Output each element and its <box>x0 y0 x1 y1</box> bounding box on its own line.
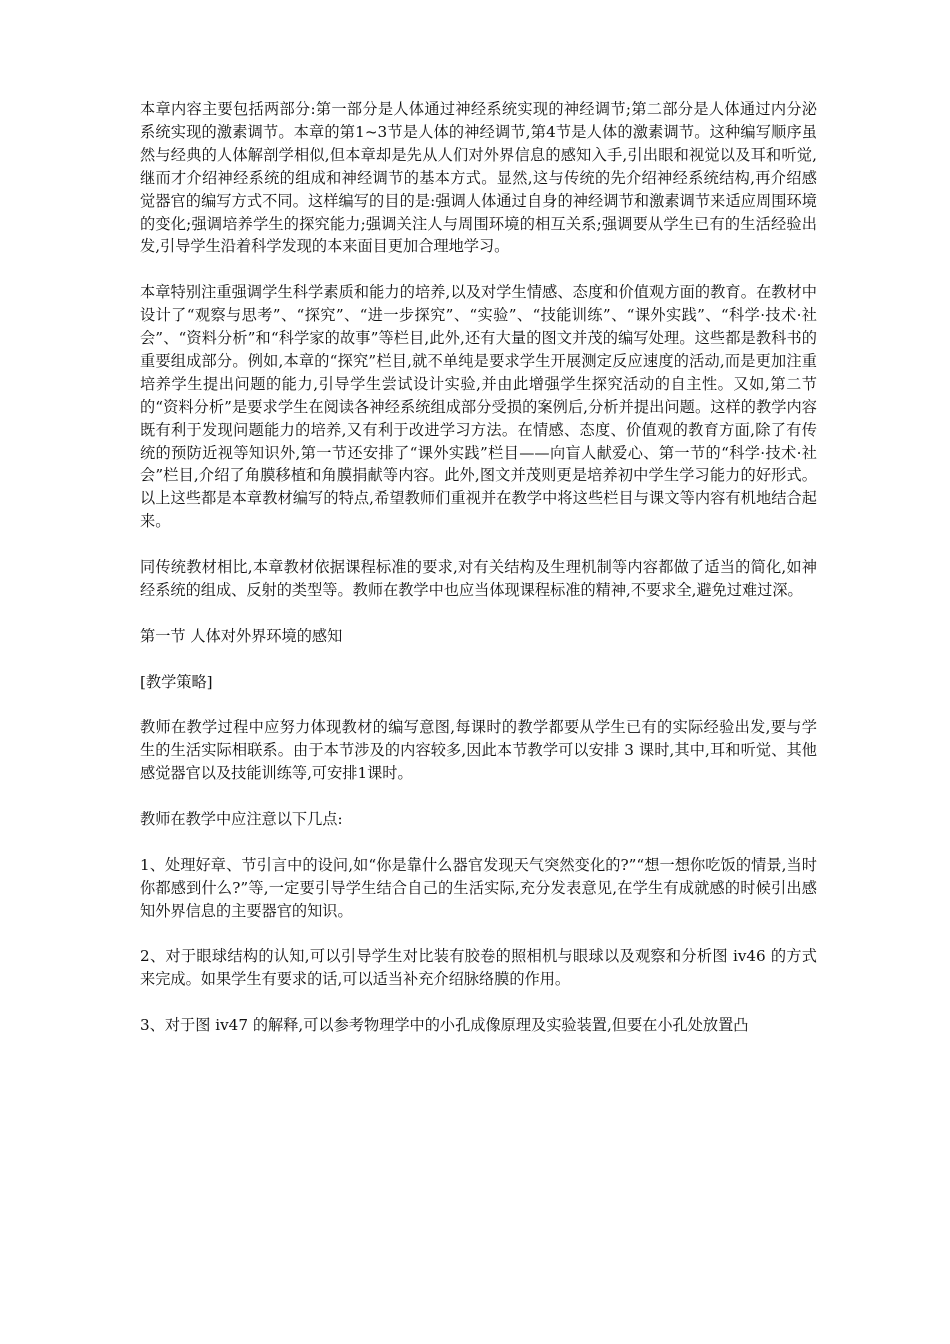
strategy-paragraph: 教师在教学过程中应努力体现教材的编写意图,每课时的教学都要从学生已有的实际经验出发,要与学生的生活实际相联系。由于本节涉及的内容较多,因此本节教学可以安排 3 课时,其中,耳和听觉、其他感觉器官以及技能训练等,可安排1课时。 <box>140 718 817 783</box>
comparison-paragraph: 同传统教材相比,本章教材依据课程标准的要求,对有关结构及生理机制等内容都做了适当的简化,如神经系统的组成、反射的类型等。教师在教学中也应当体现课程标准的精神,不要求全,避免过难过深。 <box>140 558 817 599</box>
list-item: 2、对于眼球结构的认知,可以引导学生对比装有胶卷的照相机与眼球以及观察和分析图 iv46 的方式来完成。如果学生有要求的话,可以适当补充介绍脉络膜的作用。 <box>140 947 817 989</box>
document-page <box>140 98 817 1037</box>
notes-intro: 教师在教学中应注意以下几点: <box>140 810 343 828</box>
section-title: 第一节 人体对外界环境的感知 <box>140 626 343 645</box>
intro-paragraph: 本章内容主要包括两部分:第一部分是人体通过神经系统实现的神经调节;第二部分是人体通过内分泌系统实现的激素调节。本章的第1~3节是人体的神经调节,第4节是人体的激素调节。这种编写顺序虽然与经典的人体解剖学相似,但本章却是先从人们对外界信息的感知入手,引出眼和视觉以及耳和听觉,继而才介绍神经系统的组成和神经调节的基本方式。显然,这与传统的先介绍神经系统结构,再介绍感觉器官的编写方式不同。这样编写的目的是:强调人体通过自身的神经调节和激素调节来适应周围环境的变化;强调培养学生的探究能力;强调关注人与周围环境的相互关系;强调要从学生已有的生活经验出发,引导学生沿着科学发现的本来面目更加合理地学习。 <box>140 100 817 256</box>
list-item: 1、处理好章、节引言中的设问,如“你是靠什么器官发现天气突然变化的?”“想一想你吃饭的情景,当时你都感到什么?”等,一定要引导学生结合自己的生活实际,充分发表意见,在学生有成就感的时候引出感知外界信息的主要器官的知识。 <box>140 855 817 920</box>
subsection-heading: [教学策略] <box>140 672 213 691</box>
emphasis-paragraph: 本章特别注重强调学生科学素质和能力的培养,以及对学生情感、态度和价值观方面的教育。在教材中设计了“观察与思考”、“探究”、“进一步探究”、“实验”、“技能训练”、“课外实践”、“科学·技术·社会”、“资料分析”和“科学家的故事”等栏目,此外,还有大量的图文并茂的编写处理。这些都是教科书的重要组成部分。例如,本章的“探究”栏目,就不单纯是要求学生开展测定反应速度的活动,而是更加注重培养学生提出问题的能力,引导学生尝试设计实验,并由此增强学生探究活动的自主性。又如,第二节的“资料分析”是要求学生在阅读各神经系统组成部分受损的案例后,分析并提出问题。这样的教学内容既有利于发现问题能力的培养,又有利于改进学习方法。在情感、态度、价值观的教育方面,除了有传统的预防近视等知识外,第一节还安排了“课外实践”栏目——向盲人献爱心、第一节的“科学·技术·社会”栏目,介绍了角膜移植和角膜捐献等内容。此外,图文并茂则更是培养初中学生学习能力的好形式。以上这些都是本章教材编写的特点,希望教师们重视并在教学中将这些栏目与课文等内容有机地结合起来。 <box>140 283 817 531</box>
list-item: 3、对于图 iv47 的解释,可以参考物理学中的小孔成像原理及实验装置,但要在小孔处放置凸 <box>140 1016 749 1035</box>
